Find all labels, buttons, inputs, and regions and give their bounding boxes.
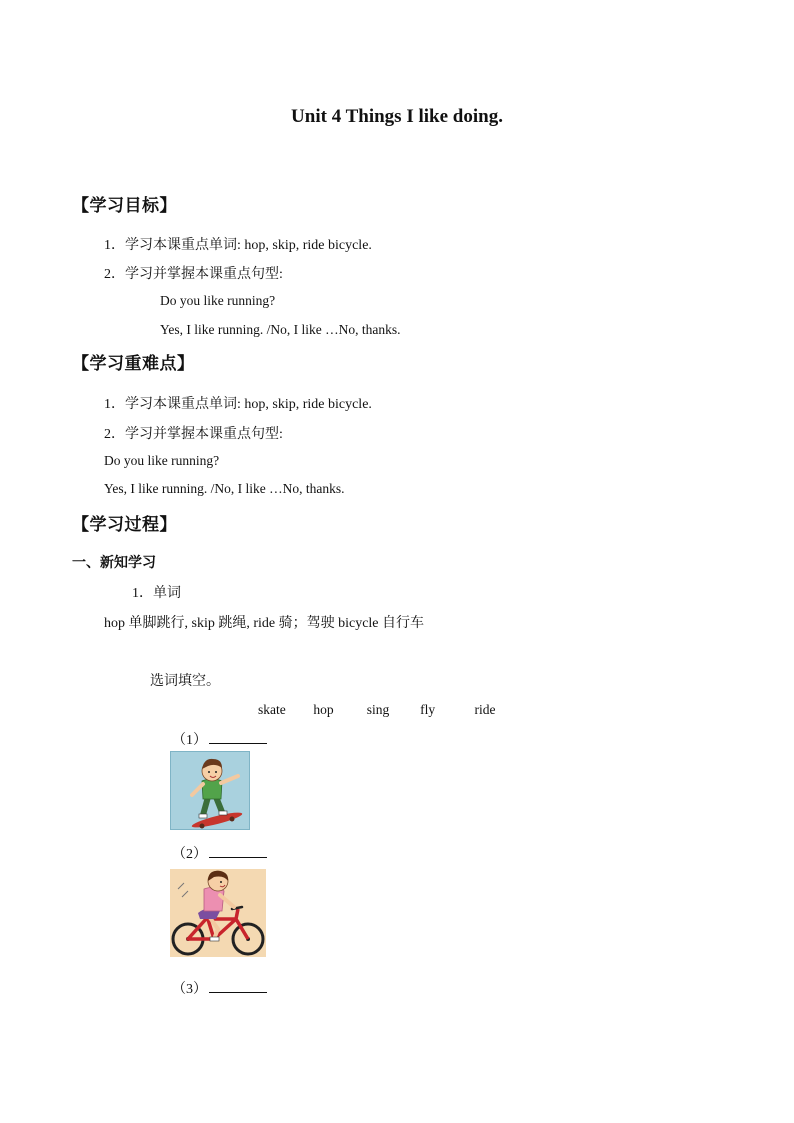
vocabulary-line: hop 单脚跳行, skip 跳绳, ride 骑；驾驶 bicycle 自行车	[104, 616, 425, 631]
goals-sentence-2: Yes, I like running. /No, I like …No, thanks.	[160, 322, 401, 337]
boy-skateboarding-illustration	[170, 751, 250, 830]
key-points-item-1: 1．学习本课重点单词: hop, skip, ride bicycle.	[104, 397, 372, 412]
question-number: （2）	[172, 847, 207, 862]
subheading-vocabulary: 1．单词	[132, 586, 181, 601]
section-heading-key-points: 【学习重难点】	[72, 354, 195, 374]
girl-riding-bicycle-illustration	[170, 869, 266, 957]
goals-item-1: 1．学习本课重点单词: hop, skip, ride bicycle.	[104, 238, 372, 253]
page-title: Unit 4 Things I like doing.	[291, 106, 503, 127]
word-bank-item: hop	[313, 702, 334, 717]
word-bank	[258, 702, 496, 718]
question-number: （3）	[172, 982, 207, 997]
key-points-sentence-1: Do you like running?	[104, 453, 220, 468]
answer-blank[interactable]	[209, 980, 267, 993]
word-bank-item: ride	[474, 702, 496, 717]
word-bank-item: skate	[258, 702, 286, 717]
section-heading-goals: 【学习目标】	[72, 196, 177, 216]
question-2	[172, 843, 267, 863]
question-1	[172, 729, 267, 749]
part1-heading: 一、新知学习	[72, 556, 156, 571]
answer-blank[interactable]	[209, 731, 267, 744]
instruction-text: 选词填空。	[150, 674, 220, 689]
key-points-sentence-2: Yes, I like running. /No, I like …No, thanks.	[104, 481, 345, 496]
section-heading-process: 【学习过程】	[72, 515, 177, 535]
question-3	[172, 978, 267, 998]
word-bank-item: fly	[420, 702, 436, 717]
word-bank-item: sing	[366, 702, 390, 717]
answer-blank[interactable]	[209, 845, 267, 858]
goals-sentence-1: Do you like running?	[160, 293, 276, 308]
goals-item-2: 2．学习并掌握本课重点句型:	[104, 267, 283, 282]
key-points-item-2: 2．学习并掌握本课重点句型:	[104, 427, 283, 442]
question-number: （1）	[172, 733, 207, 748]
